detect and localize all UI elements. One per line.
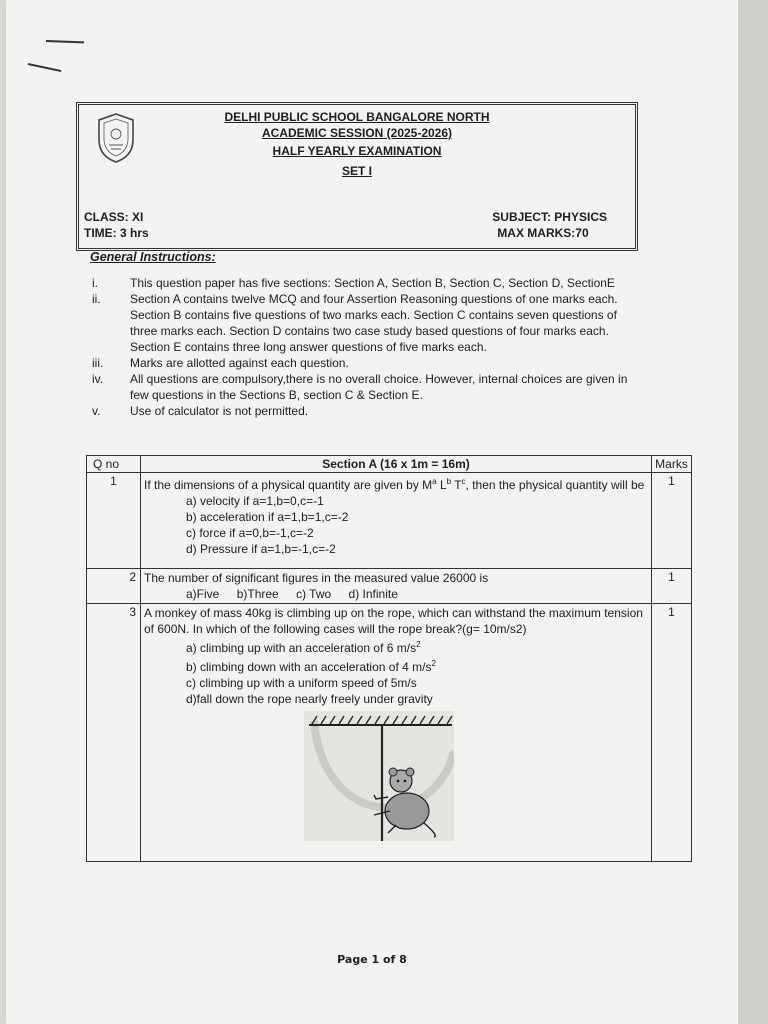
q3-option bbox=[144, 656, 648, 675]
instructions-title: General Instructions: bbox=[90, 250, 216, 264]
instruction-number: iv. bbox=[92, 372, 104, 386]
question-2 bbox=[141, 569, 652, 604]
class-label: CLASS: XI bbox=[84, 210, 144, 224]
q2-option: a)Five bbox=[186, 587, 220, 601]
instruction-text: Section A contains twelve MCQ and four Assertion Reasoning questions of one marks each. Section B contains five questions of two marks each. Section C contains seven questions of three marks each. Section D contains two case study based questions of four marks each. Section E contains three long answer questions of five marks each. bbox=[130, 292, 618, 354]
instructions-list bbox=[88, 275, 628, 419]
instruction-item bbox=[88, 275, 628, 291]
exam-title: HALF YEARLY EXAMINATION bbox=[272, 144, 442, 158]
instruction-item bbox=[88, 355, 628, 371]
instruction-item bbox=[88, 371, 628, 403]
q1-exp-a: a bbox=[432, 477, 437, 486]
q1-text-part: L bbox=[436, 478, 447, 492]
set-label: SET I bbox=[341, 164, 372, 178]
question-marks: 1 bbox=[652, 569, 692, 604]
qno-header: Q no bbox=[87, 456, 141, 473]
instruction-number: i. bbox=[92, 276, 98, 290]
page-number: Page 1 of 8 bbox=[337, 953, 407, 966]
instruction-number: iii. bbox=[92, 356, 104, 370]
marks-header: Marks bbox=[652, 456, 692, 473]
q1-text-part: , then the physical quantity will be bbox=[465, 478, 645, 492]
question-number: 3 bbox=[87, 604, 141, 862]
question-2-text: The number of significant figures in the measured value 26000 is bbox=[144, 571, 489, 585]
pen-mark bbox=[46, 40, 84, 43]
table-row bbox=[87, 604, 692, 862]
instruction-number: v. bbox=[92, 404, 101, 418]
academic-session: ACADEMIC SESSION (2025-2026) bbox=[261, 126, 453, 140]
table-row bbox=[87, 473, 692, 569]
time-label: TIME: 3 hrs bbox=[84, 226, 149, 240]
superscript: 2 bbox=[416, 640, 421, 649]
question-1-text bbox=[144, 474, 648, 493]
instruction-item bbox=[88, 403, 628, 419]
instruction-number: ii. bbox=[92, 292, 101, 306]
superscript: 2 bbox=[431, 659, 436, 668]
instruction-text: All questions are compulsory,there is no overall choice. However, internal choices are given in few questions in the Sections B, section C & Section E. bbox=[130, 372, 628, 402]
header-box bbox=[76, 102, 638, 251]
question-marks: 1 bbox=[652, 604, 692, 862]
question-3 bbox=[141, 604, 652, 862]
question-1 bbox=[141, 473, 652, 569]
table-header-row bbox=[87, 456, 692, 473]
subject-label: SUBJECT: PHYSICS bbox=[492, 210, 607, 224]
table-row bbox=[87, 569, 692, 604]
instruction-text: This question paper has five sections: Section A, Section B, Section C, Section D, SectionE bbox=[130, 276, 615, 290]
question-marks: 1 bbox=[652, 473, 692, 569]
q2-options bbox=[144, 586, 648, 602]
instruction-item bbox=[88, 291, 628, 355]
q1-option: c) force if a=0,b=-1,c=-2 bbox=[186, 526, 314, 540]
q1-exp-c: c bbox=[461, 477, 466, 486]
q3-option-a: a) climbing up with an acceleration of 6 m/s bbox=[186, 641, 417, 655]
question-table bbox=[86, 455, 692, 862]
monkey-rope-figure bbox=[304, 711, 454, 841]
instruction-text: Use of calculator is not permitted. bbox=[130, 404, 309, 418]
q2-option: c) Two bbox=[296, 587, 332, 601]
q1-option: b) acceleration if a=1,b=1,c=-2 bbox=[186, 510, 349, 524]
question-number: 1 bbox=[87, 473, 141, 569]
question-number: 2 bbox=[87, 569, 141, 604]
max-marks-label: MAX MARKS:70 bbox=[497, 226, 589, 240]
q3-option bbox=[144, 637, 648, 656]
exam-paper bbox=[6, 0, 738, 1024]
q3-option: c) climbing up with a uniform speed of 5m/s bbox=[186, 676, 417, 690]
q3-option: d)fall down the rope nearly freely under gravity bbox=[186, 692, 433, 706]
q1-exp-b: b bbox=[446, 477, 452, 486]
question-3-text: A monkey of mass 40kg is climbing up on the rope, which can withstand the maximum tension of 600N. In which of the following cases will the rope break?(g= 10m/s2) bbox=[144, 606, 643, 636]
class-time-block bbox=[84, 209, 149, 241]
subject-marks-block bbox=[492, 209, 607, 241]
q2-option: b)Three bbox=[236, 587, 279, 601]
section-header: Section A (16 x 1m = 16m) bbox=[141, 456, 652, 473]
q1-option: a) velocity if a=1,b=0,c=-1 bbox=[186, 494, 324, 508]
instruction-text: Marks are allotted against each question. bbox=[130, 356, 349, 370]
q3-option-b: b) climbing down with an acceleration of 4 m/s bbox=[186, 660, 432, 674]
q1-text-part: T bbox=[451, 478, 462, 492]
q1-option: d) Pressure if a=1,b=-1,c=-2 bbox=[186, 542, 336, 556]
desk-background bbox=[738, 0, 768, 1024]
pen-mark bbox=[28, 63, 62, 72]
q2-option: d) Infinite bbox=[348, 587, 398, 601]
school-name: DELHI PUBLIC SCHOOL BANGALORE NORTH bbox=[224, 110, 490, 124]
q1-text-part: If the dimensions of a physical quantity are given by M bbox=[144, 478, 433, 492]
